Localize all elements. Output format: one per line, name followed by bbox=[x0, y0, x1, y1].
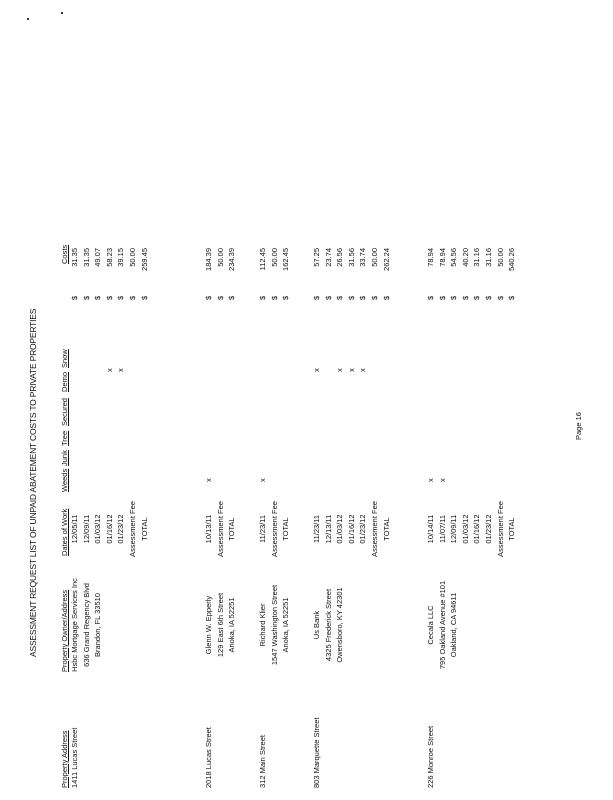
header-dates: Dates of Work bbox=[60, 508, 69, 556]
table-row bbox=[369, 232, 381, 800]
dollar-sign: $ bbox=[116, 295, 126, 300]
owner-address-line: Us Bank bbox=[312, 610, 321, 640]
table-row bbox=[226, 232, 238, 800]
cost-value: 31.35 bbox=[81, 248, 91, 267]
work-date: Assessment Fee bbox=[128, 501, 137, 557]
work-date: 01/23/12 bbox=[358, 514, 368, 544]
cost-value: 26.56 bbox=[335, 248, 345, 267]
table-row bbox=[69, 232, 81, 800]
work-date: Assessment Fee bbox=[269, 501, 279, 557]
header-costs: Costs bbox=[60, 244, 69, 264]
work-date: Assessment Fee bbox=[215, 501, 225, 557]
table-row bbox=[471, 232, 483, 800]
table-row bbox=[311, 232, 323, 800]
work-date: TOTAL bbox=[139, 517, 149, 541]
cost-value: 57.25 bbox=[312, 248, 321, 267]
owner-address-line: 795 Oakland Avenue #101 bbox=[437, 580, 447, 670]
property-address: 226 Monroe Street bbox=[426, 725, 435, 788]
cost-value: 31.16 bbox=[472, 248, 482, 267]
work-date: TOTAL bbox=[507, 517, 517, 541]
table-row bbox=[506, 232, 518, 800]
work-date: 12/05/11 bbox=[70, 514, 79, 544]
cost-value: 78.94 bbox=[426, 248, 435, 267]
cost-value: 50.00 bbox=[128, 248, 137, 267]
cost-value: 162.45 bbox=[281, 248, 291, 271]
dollar-sign: $ bbox=[93, 295, 103, 300]
page-number: Page 16 bbox=[574, 412, 583, 440]
dollar-sign: $ bbox=[484, 295, 493, 300]
cost-value: 78.94 bbox=[437, 248, 447, 267]
table-row bbox=[215, 232, 227, 800]
dollar-sign: $ bbox=[258, 295, 267, 300]
dollar-sign: $ bbox=[227, 295, 237, 300]
table-row bbox=[334, 232, 346, 800]
owner-address-line: Brandon, FL 33510 bbox=[93, 593, 103, 657]
owner-address-line: 4325 Frederick Street bbox=[323, 588, 333, 662]
owner-address-line: 1547 Washington Street bbox=[269, 584, 279, 666]
cost-value: 31.35 bbox=[70, 248, 79, 267]
work-type-mark: x bbox=[426, 478, 435, 482]
rotated-content bbox=[25, 0, 593, 800]
cost-value: 23.74 bbox=[323, 248, 333, 267]
work-type-mark: x bbox=[437, 478, 447, 482]
work-date: 01/03/12 bbox=[460, 514, 470, 544]
table-row bbox=[425, 232, 437, 800]
dollar-sign: $ bbox=[128, 295, 137, 300]
work-date: 01/23/12 bbox=[116, 514, 126, 544]
cost-value: 31.16 bbox=[484, 248, 493, 267]
dollar-sign: $ bbox=[472, 295, 482, 300]
work-date: 12/09/11 bbox=[81, 514, 91, 544]
cost-value: 234.39 bbox=[227, 248, 237, 271]
owner-address-line: 636 Grand Regency Blvd bbox=[81, 583, 91, 667]
table-row bbox=[92, 232, 104, 800]
work-date: 11/23/11 bbox=[258, 514, 267, 544]
table-row bbox=[257, 232, 269, 800]
work-date: 10/14/11 bbox=[426, 514, 435, 544]
cost-value: 540.26 bbox=[507, 248, 517, 271]
dollar-sign: $ bbox=[104, 295, 114, 300]
work-type-mark: x bbox=[116, 368, 126, 372]
owner-address-line: Anoka, IA 52251 bbox=[227, 597, 237, 653]
cost-value: 184.39 bbox=[204, 248, 213, 271]
header-demo: Demo bbox=[60, 371, 69, 392]
work-date: Assessment Fee bbox=[495, 501, 505, 557]
dollar-sign: $ bbox=[335, 295, 345, 300]
dollar-sign: $ bbox=[358, 295, 368, 300]
header-owner-address: Property Owner/Address bbox=[60, 589, 69, 672]
dollar-sign: $ bbox=[323, 295, 333, 300]
table-row bbox=[280, 232, 292, 800]
work-date: 10/13/11 bbox=[204, 514, 213, 544]
dollar-sign: $ bbox=[70, 295, 79, 300]
work-date: 12/09/11 bbox=[449, 514, 459, 544]
cost-value: 54.56 bbox=[449, 248, 459, 267]
work-date: 11/23/11 bbox=[312, 514, 321, 544]
cost-value: 39.15 bbox=[116, 248, 126, 267]
work-date: 01/16/12 bbox=[346, 514, 356, 544]
dollar-sign: $ bbox=[460, 295, 470, 300]
property-address: 803 Marquette Street bbox=[312, 717, 321, 788]
owner-address-line: Oakland, CA 94611 bbox=[449, 592, 459, 658]
header-snow: Snow bbox=[60, 349, 69, 368]
dollar-sign: $ bbox=[426, 295, 435, 300]
work-date: Assessment Fee bbox=[370, 501, 379, 557]
header-tree: Tree bbox=[60, 430, 69, 446]
work-date: TOTAL bbox=[381, 517, 391, 541]
property-address: 312 Main Street bbox=[258, 735, 267, 788]
work-type-mark: x bbox=[335, 368, 345, 372]
work-date: 12/13/11 bbox=[323, 514, 333, 544]
dollar-sign: $ bbox=[381, 295, 391, 300]
dollar-sign: $ bbox=[370, 295, 379, 300]
work-date: 11/07/11 bbox=[437, 514, 447, 544]
table-row bbox=[346, 232, 358, 800]
header-junk: Junk bbox=[60, 450, 69, 466]
cost-value: 262.24 bbox=[381, 248, 391, 271]
property-address: 2018 Lucas Street bbox=[204, 727, 213, 788]
work-date: TOTAL bbox=[281, 517, 291, 541]
work-date: 01/16/12 bbox=[472, 514, 482, 544]
table-row bbox=[115, 232, 127, 800]
work-date: TOTAL bbox=[227, 517, 237, 541]
cost-value: 49.07 bbox=[93, 248, 103, 267]
owner-address-line: Hsbc Mortgage Services Inc bbox=[70, 578, 79, 672]
cost-value: 112.45 bbox=[258, 248, 267, 271]
table-row bbox=[437, 232, 449, 800]
dollar-sign: $ bbox=[204, 295, 213, 300]
owner-address-line: Owensboro, KY 42301 bbox=[335, 587, 345, 663]
dollar-sign: $ bbox=[437, 295, 447, 300]
dollar-sign: $ bbox=[215, 295, 225, 300]
owner-address-line: Cecala LLC bbox=[426, 605, 435, 645]
table-row bbox=[495, 232, 507, 800]
cost-value: 259.45 bbox=[139, 248, 149, 271]
table-row bbox=[357, 232, 369, 800]
dollar-sign: $ bbox=[139, 295, 149, 300]
dollar-sign: $ bbox=[312, 295, 321, 300]
work-date: 01/16/12 bbox=[104, 514, 114, 544]
cost-value: 40.20 bbox=[460, 248, 470, 267]
page-title: ASSESSMENT REQUEST LIST OF UNPAID ABATEMENT COSTS TO PRIVATE PROPERTIES bbox=[28, 308, 38, 657]
header-weeds: Weeds bbox=[60, 468, 69, 492]
owner-address-line: Anoka, IA 52251 bbox=[281, 597, 291, 653]
work-date: 01/03/12 bbox=[335, 514, 345, 544]
table-row bbox=[269, 232, 281, 800]
dollar-sign: $ bbox=[269, 295, 279, 300]
table-row bbox=[483, 232, 495, 800]
table-row bbox=[104, 232, 116, 800]
table-row bbox=[381, 232, 393, 800]
table-row bbox=[448, 232, 460, 800]
cost-value: 50.00 bbox=[215, 248, 225, 267]
dollar-sign: $ bbox=[81, 295, 91, 300]
table-row bbox=[139, 232, 151, 800]
work-type-mark: x bbox=[312, 368, 321, 372]
table-row bbox=[81, 232, 93, 800]
table-row bbox=[323, 232, 335, 800]
work-type-mark: x bbox=[346, 368, 356, 372]
owner-address-line: 129 East 6th Street bbox=[215, 592, 225, 658]
table-row bbox=[460, 232, 472, 800]
dollar-sign: $ bbox=[507, 295, 517, 300]
work-type-mark: x bbox=[258, 478, 267, 482]
dollar-sign: $ bbox=[449, 295, 459, 300]
cost-value: 58.23 bbox=[104, 248, 114, 267]
table-row bbox=[203, 232, 215, 800]
work-date: 01/03/12 bbox=[93, 514, 103, 544]
cost-value: 31.56 bbox=[346, 248, 356, 267]
work-type-mark: x bbox=[204, 478, 213, 482]
owner-address-line: Glenn W. Epperly bbox=[204, 595, 213, 655]
dollar-sign: $ bbox=[346, 295, 356, 300]
owner-address-line: Richard Klier bbox=[258, 603, 267, 647]
header-secured: Secured bbox=[60, 398, 69, 426]
cost-value: 50.00 bbox=[269, 248, 279, 267]
table-row bbox=[127, 232, 139, 800]
work-type-mark: x bbox=[104, 368, 114, 372]
cost-value: 50.00 bbox=[495, 248, 505, 267]
work-date: 01/23/12 bbox=[484, 514, 493, 544]
header-property-address: Property Address bbox=[60, 730, 69, 788]
property-address: 1411 Lucas Street bbox=[70, 727, 79, 788]
work-type-mark: x bbox=[358, 368, 368, 372]
cost-value: 50.00 bbox=[370, 248, 379, 267]
dollar-sign: $ bbox=[281, 295, 291, 300]
dollar-sign: $ bbox=[495, 295, 505, 300]
cost-value: 33.74 bbox=[358, 248, 368, 267]
